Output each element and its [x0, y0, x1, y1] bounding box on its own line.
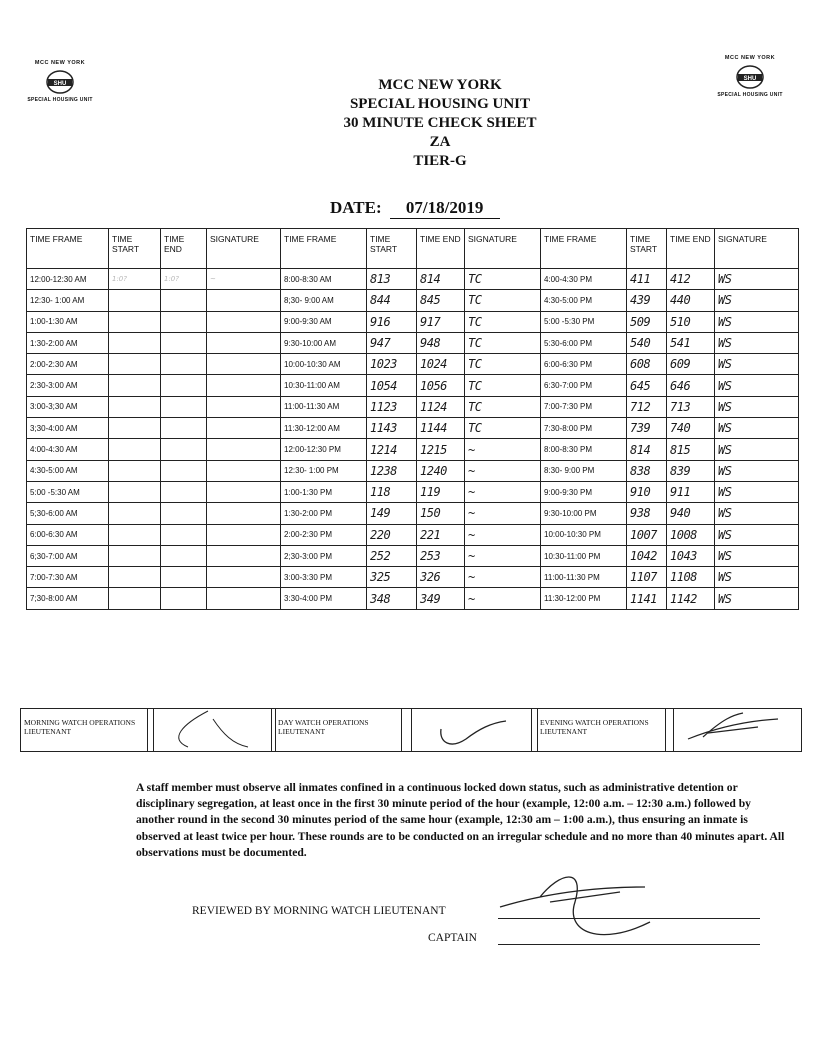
signature-cell[interactable]: TC: [465, 418, 541, 439]
time-start-cell[interactable]: [109, 290, 161, 311]
col-header-time-end: TIME END: [417, 229, 465, 269]
time-end-cell[interactable]: 740: [667, 418, 715, 439]
time-start-cell[interactable]: [109, 375, 161, 396]
day-watch-label-cell: [275, 709, 402, 751]
signature-cell[interactable]: WS: [715, 396, 799, 417]
time-frame-cell: 1:30-2:00 AM: [27, 332, 109, 353]
col-header-time-frame: TIME FRAME: [27, 229, 109, 269]
time-start-cell[interactable]: 220: [367, 524, 417, 545]
time-frame-cell: 9:00-9:30 PM: [541, 481, 627, 502]
time-frame-cell: 5;30-6:00 AM: [27, 503, 109, 524]
signature-cell[interactable]: WS: [715, 290, 799, 311]
logo-top-text: MCC NEW YORK: [34, 60, 86, 66]
signature-cell[interactable]: WS: [715, 269, 799, 290]
time-frame-cell: 11:30-12:00 PM: [541, 588, 627, 609]
time-frame-cell: 10:00-10:30 AM: [281, 354, 367, 375]
signature-cell[interactable]: TC: [465, 375, 541, 396]
signature-cell[interactable]: WS: [715, 418, 799, 439]
time-frame-cell: 11:00-11:30 PM: [541, 567, 627, 588]
signature-cell[interactable]: ~: [465, 481, 541, 502]
time-end-cell[interactable]: 1056: [417, 375, 465, 396]
time-end-cell[interactable]: [161, 460, 207, 481]
col-header-time-frame: TIME FRAME: [281, 229, 367, 269]
time-start-cell[interactable]: 540: [627, 332, 667, 353]
time-end-cell[interactable]: 1142: [667, 588, 715, 609]
signature-cell[interactable]: TC: [465, 332, 541, 353]
time-end-cell[interactable]: 541: [667, 332, 715, 353]
time-start-cell[interactable]: 938: [627, 503, 667, 524]
signature-cell[interactable]: ~: [465, 567, 541, 588]
table-row: [27, 588, 799, 609]
time-end-cell[interactable]: 150: [417, 503, 465, 524]
title-line-5: TIER-G: [413, 153, 467, 169]
time-start-cell[interactable]: 645: [627, 375, 667, 396]
time-end-cell[interactable]: [161, 290, 207, 311]
table-row: [27, 545, 799, 566]
time-start-cell[interactable]: [109, 460, 161, 481]
time-frame-cell: 3:00-3;30 AM: [27, 396, 109, 417]
time-start-cell[interactable]: 608: [627, 354, 667, 375]
table-row: [27, 269, 799, 290]
time-frame-cell: 7:00-7:30 AM: [27, 567, 109, 588]
time-end-cell[interactable]: 609: [667, 354, 715, 375]
signature-cell[interactable]: [207, 332, 281, 353]
signature-cell[interactable]: [207, 460, 281, 481]
signature-cell[interactable]: WS: [715, 588, 799, 609]
time-end-cell[interactable]: 1240: [417, 460, 465, 481]
time-end-cell[interactable]: [161, 354, 207, 375]
time-start-cell[interactable]: 813: [367, 269, 417, 290]
time-end-cell[interactable]: 440: [667, 290, 715, 311]
col-header-signature: SIGNATURE: [207, 229, 281, 269]
time-frame-cell: 10:30-11:00 PM: [541, 545, 627, 566]
time-end-cell[interactable]: [161, 567, 207, 588]
time-frame-cell: 6:30-7:00 PM: [541, 375, 627, 396]
signature-cell[interactable]: ~: [465, 588, 541, 609]
time-end-cell[interactable]: 253: [417, 545, 465, 566]
table-row: [27, 567, 799, 588]
col-header-time-end: TIME END: [667, 229, 715, 269]
time-frame-cell: 3;30-4:00 AM: [27, 418, 109, 439]
time-frame-cell: 5:00 -5:30 PM: [541, 311, 627, 332]
time-end-cell[interactable]: 119: [417, 481, 465, 502]
captain-signature-mark: [480, 862, 680, 952]
table-row: [27, 439, 799, 460]
time-start-cell[interactable]: 1214: [367, 439, 417, 460]
signature-cell[interactable]: WS: [715, 439, 799, 460]
time-end-cell[interactable]: 839: [667, 460, 715, 481]
time-frame-cell: 2:00-2:30 PM: [281, 524, 367, 545]
time-start-cell[interactable]: [109, 503, 161, 524]
time-end-cell[interactable]: [161, 588, 207, 609]
time-end-cell[interactable]: [161, 545, 207, 566]
time-start-cell[interactable]: 1238: [367, 460, 417, 481]
time-end-cell[interactable]: 1215: [417, 439, 465, 460]
time-end-cell[interactable]: 1024: [417, 354, 465, 375]
time-frame-cell: 3:30-4:00 PM: [281, 588, 367, 609]
left-logo: [10, 60, 110, 103]
shu-emblem-icon: [45, 69, 75, 95]
time-start-cell[interactable]: 1143: [367, 418, 417, 439]
logo-emblem-text: SHU: [743, 76, 757, 82]
time-end-cell[interactable]: 510: [667, 311, 715, 332]
time-start-cell[interactable]: [109, 439, 161, 460]
table-row: [27, 375, 799, 396]
time-start-cell[interactable]: 1007: [627, 524, 667, 545]
logo-bottom-text: SPECIAL HOUSING UNIT: [717, 92, 783, 98]
time-end-cell[interactable]: 948: [417, 332, 465, 353]
time-frame-cell: 11:30-12:00 AM: [281, 418, 367, 439]
table-row: [27, 311, 799, 332]
signature-cell[interactable]: TC: [465, 396, 541, 417]
table-row: [27, 396, 799, 417]
time-frame-cell: 4:00-4:30 PM: [541, 269, 627, 290]
time-frame-cell: 6:00-6:30 AM: [27, 524, 109, 545]
morning-watch-label: MORNING WATCH OPERATIONS LIEUTENANT: [24, 718, 136, 736]
time-start-cell[interactable]: 712: [627, 396, 667, 417]
signature-mark: [411, 709, 531, 751]
col-header-time-end: TIME END: [161, 229, 207, 269]
table-row: [27, 481, 799, 502]
time-frame-cell: 5:00 -5:30 AM: [27, 481, 109, 502]
time-start-cell[interactable]: 1054: [367, 375, 417, 396]
time-frame-cell: 8:30- 9:00 PM: [541, 460, 627, 481]
day-watch-signature[interactable]: [411, 709, 532, 751]
day-watch-label: DAY WATCH OPERATIONS LIEUTENANT: [278, 718, 369, 736]
time-end-cell[interactable]: 1:0?: [161, 269, 207, 290]
time-end-cell[interactable]: 1108: [667, 567, 715, 588]
time-start-cell[interactable]: 838: [627, 460, 667, 481]
time-frame-cell: 4:30-5:00 PM: [541, 290, 627, 311]
signature-cell[interactable]: WS: [715, 332, 799, 353]
table-row: [27, 354, 799, 375]
time-frame-cell: 2:30-3:00 AM: [27, 375, 109, 396]
time-start-cell[interactable]: 1141: [627, 588, 667, 609]
time-frame-cell: 9:30-10:00 PM: [541, 503, 627, 524]
signature-cell[interactable]: WS: [715, 311, 799, 332]
time-start-cell[interactable]: 814: [627, 439, 667, 460]
table-row: [27, 460, 799, 481]
time-frame-cell: 8:00-8:30 PM: [541, 439, 627, 460]
time-end-cell[interactable]: 917: [417, 311, 465, 332]
time-start-cell[interactable]: 1023: [367, 354, 417, 375]
time-start-cell[interactable]: [109, 481, 161, 502]
time-end-cell[interactable]: 221: [417, 524, 465, 545]
time-end-cell[interactable]: 1144: [417, 418, 465, 439]
title-line-3: 30 MINUTE CHECK SHEET: [343, 115, 537, 131]
time-frame-cell: 5:30-6:00 PM: [541, 332, 627, 353]
reviewed-by-label: REVIEWED BY MORNING WATCH LIEUTENANT: [192, 905, 446, 917]
time-start-cell[interactable]: [109, 567, 161, 588]
time-frame-cell: 4:00-4:30 AM: [27, 439, 109, 460]
signature-cell[interactable]: WS: [715, 460, 799, 481]
time-frame-cell: 12:30- 1:00 AM: [27, 290, 109, 311]
time-start-cell[interactable]: [109, 311, 161, 332]
time-frame-cell: 7:30-8:00 PM: [541, 418, 627, 439]
col-header-time-start: TIME START: [367, 229, 417, 269]
title-line-2: SPECIAL HOUSING UNIT: [349, 96, 531, 112]
signature-cell[interactable]: [207, 481, 281, 502]
signature-cell[interactable]: TC: [465, 311, 541, 332]
shu-emblem-icon: [735, 64, 765, 90]
time-end-cell[interactable]: 815: [667, 439, 715, 460]
signature-mark: [673, 709, 800, 751]
time-end-cell[interactable]: 1008: [667, 524, 715, 545]
evening-watch-signature[interactable]: [673, 709, 800, 751]
time-end-cell[interactable]: [161, 481, 207, 502]
time-start-cell[interactable]: 509: [627, 311, 667, 332]
time-end-cell[interactable]: 940: [667, 503, 715, 524]
time-start-cell[interactable]: 1042: [627, 545, 667, 566]
time-end-cell[interactable]: [161, 524, 207, 545]
time-end-cell[interactable]: 1043: [667, 545, 715, 566]
evening-watch-label: EVENING WATCH OPERATIONS LIEUTENANT: [540, 718, 649, 736]
time-end-cell[interactable]: 911: [667, 481, 715, 502]
captain-label: CAPTAIN: [428, 932, 477, 944]
col-header-signature: SIGNATURE: [715, 229, 799, 269]
date-label: DATE:: [330, 198, 382, 217]
time-frame-cell: 6;30-7:00 AM: [27, 545, 109, 566]
evening-watch-label-cell: [537, 709, 666, 751]
time-frame-cell: 10:30-11:00 AM: [281, 375, 367, 396]
signature-cell[interactable]: [207, 418, 281, 439]
time-frame-cell: 12:00-12:30 PM: [281, 439, 367, 460]
signature-cell[interactable]: WS: [715, 567, 799, 588]
time-start-cell[interactable]: 910: [627, 481, 667, 502]
signature-cell[interactable]: [207, 375, 281, 396]
time-end-cell[interactable]: 1124: [417, 396, 465, 417]
signature-cell[interactable]: [207, 290, 281, 311]
time-start-cell[interactable]: 916: [367, 311, 417, 332]
time-frame-cell: 7;30-8:00 AM: [27, 588, 109, 609]
signature-cell[interactable]: ~: [207, 269, 281, 290]
time-frame-cell: 11:00-11:30 AM: [281, 396, 367, 417]
time-frame-cell: 2:00-2:30 AM: [27, 354, 109, 375]
date-value: 07/18/2019: [390, 198, 500, 219]
time-start-cell[interactable]: 325: [367, 567, 417, 588]
time-frame-cell: 1:00-1:30 AM: [27, 311, 109, 332]
signature-cell[interactable]: WS: [715, 375, 799, 396]
signature-cell[interactable]: [207, 396, 281, 417]
time-start-cell[interactable]: 947: [367, 332, 417, 353]
table-row: [27, 524, 799, 545]
col-header-time-start: TIME START: [109, 229, 161, 269]
time-start-cell[interactable]: 1:0?: [109, 269, 161, 290]
time-frame-cell: 1:30-2:00 PM: [281, 503, 367, 524]
signature-cell[interactable]: ~: [465, 503, 541, 524]
time-frame-cell: 4:30-5:00 AM: [27, 460, 109, 481]
time-start-cell[interactable]: [109, 354, 161, 375]
date-field: [330, 198, 500, 219]
col-header-time-frame: TIME FRAME: [541, 229, 627, 269]
time-frame-cell: 12:00-12:30 AM: [27, 269, 109, 290]
time-frame-cell: 7:00-7:30 PM: [541, 396, 627, 417]
morning-watch-label-cell: [21, 709, 148, 751]
signature-cell[interactable]: WS: [715, 503, 799, 524]
time-frame-cell: 9:30-10:00 AM: [281, 332, 367, 353]
signature-cell[interactable]: [207, 354, 281, 375]
time-end-cell[interactable]: [161, 332, 207, 353]
signature-cell[interactable]: TC: [465, 290, 541, 311]
time-start-cell[interactable]: 252: [367, 545, 417, 566]
time-start-cell[interactable]: 411: [627, 269, 667, 290]
time-start-cell[interactable]: [109, 524, 161, 545]
time-end-cell[interactable]: [161, 375, 207, 396]
time-frame-cell: 3:00-3:30 PM: [281, 567, 367, 588]
time-frame-cell: 9:00-9:30 AM: [281, 311, 367, 332]
time-frame-cell: 8:00-8:30 AM: [281, 269, 367, 290]
time-start-cell[interactable]: 149: [367, 503, 417, 524]
policy-paragraph: A staff member must observe all inmates confined in a continuous locked down status, such as administrative detention or disciplinary segregation, at least once in the first 30 minute period of the hour (example, 12:00 a.m. – 12:30 a.m.) followed by another round in the second 30 minutes period of the same hour (example, 12:30 am – 1:00 a.m.), thus ensuring an inmate is observed at least twice per hour. These rounds are to be conducted on an irregular schedule and no more than 40 minutes apart. All observations must be documented.: [136, 781, 785, 859]
table-row: [27, 418, 799, 439]
signature-cell[interactable]: [207, 439, 281, 460]
title-line-1: MCC NEW YORK: [378, 77, 502, 93]
signature-cell[interactable]: [207, 588, 281, 609]
col-header-signature: SIGNATURE: [465, 229, 541, 269]
signature-cell[interactable]: [207, 545, 281, 566]
signature-cell[interactable]: WS: [715, 481, 799, 502]
signature-cell[interactable]: ~: [465, 460, 541, 481]
time-start-cell[interactable]: [109, 545, 161, 566]
title-line-4: ZA: [429, 134, 451, 150]
signature-cell[interactable]: [207, 567, 281, 588]
signature-cell[interactable]: ~: [465, 524, 541, 545]
time-start-cell[interactable]: 348: [367, 588, 417, 609]
time-end-cell[interactable]: [161, 396, 207, 417]
signature-cell[interactable]: TC: [465, 269, 541, 290]
time-frame-cell: 8;30- 9:00 AM: [281, 290, 367, 311]
signature-cell[interactable]: [207, 311, 281, 332]
page-title: [250, 76, 630, 171]
time-frame-cell: 2;30-3:00 PM: [281, 545, 367, 566]
time-end-cell[interactable]: 349: [417, 588, 465, 609]
time-start-cell[interactable]: 1123: [367, 396, 417, 417]
time-start-cell[interactable]: [109, 396, 161, 417]
signature-mark: [153, 709, 271, 751]
time-frame-cell: 6:00-6:30 PM: [541, 354, 627, 375]
signature-cell[interactable]: [207, 524, 281, 545]
time-end-cell[interactable]: 845: [417, 290, 465, 311]
time-end-cell[interactable]: [161, 439, 207, 460]
time-end-cell[interactable]: 326: [417, 567, 465, 588]
time-start-cell[interactable]: [109, 588, 161, 609]
signature-cell[interactable]: ~: [465, 439, 541, 460]
table-row: [27, 503, 799, 524]
signature-cell[interactable]: WS: [715, 524, 799, 545]
logo-bottom-text: SPECIAL HOUSING UNIT: [27, 97, 93, 103]
table-row: [27, 290, 799, 311]
col-header-time-start: TIME START: [627, 229, 667, 269]
time-start-cell[interactable]: [109, 418, 161, 439]
time-frame-cell: 10:00-10:30 PM: [541, 524, 627, 545]
table-row: [27, 332, 799, 353]
time-end-cell[interactable]: 814: [417, 269, 465, 290]
time-start-cell[interactable]: 1107: [627, 567, 667, 588]
time-end-cell[interactable]: 646: [667, 375, 715, 396]
signature-cell[interactable]: [207, 503, 281, 524]
time-frame-cell: 12:30- 1:00 PM: [281, 460, 367, 481]
logo-emblem-text: SHU: [53, 81, 67, 87]
time-frame-cell: 1:00-1:30 PM: [281, 481, 367, 502]
signature-cell[interactable]: TC: [465, 354, 541, 375]
signature-cell[interactable]: WS: [715, 545, 799, 566]
time-start-cell[interactable]: 439: [627, 290, 667, 311]
right-logo: [700, 55, 800, 98]
table-header-row: [27, 229, 799, 269]
signature-cell[interactable]: WS: [715, 354, 799, 375]
lieutenant-signature-row: [20, 708, 802, 752]
time-start-cell[interactable]: 844: [367, 290, 417, 311]
time-end-cell[interactable]: 412: [667, 269, 715, 290]
logo-top-text: MCC NEW YORK: [724, 55, 776, 61]
morning-watch-signature[interactable]: [153, 709, 272, 751]
time-start-cell[interactable]: 739: [627, 418, 667, 439]
signature-cell[interactable]: ~: [465, 545, 541, 566]
time-end-cell[interactable]: [161, 418, 207, 439]
time-end-cell[interactable]: [161, 311, 207, 332]
time-end-cell[interactable]: [161, 503, 207, 524]
time-start-cell[interactable]: [109, 332, 161, 353]
time-end-cell[interactable]: 713: [667, 396, 715, 417]
table-body: [27, 269, 799, 610]
time-start-cell[interactable]: 118: [367, 481, 417, 502]
check-log-table: [26, 228, 799, 610]
